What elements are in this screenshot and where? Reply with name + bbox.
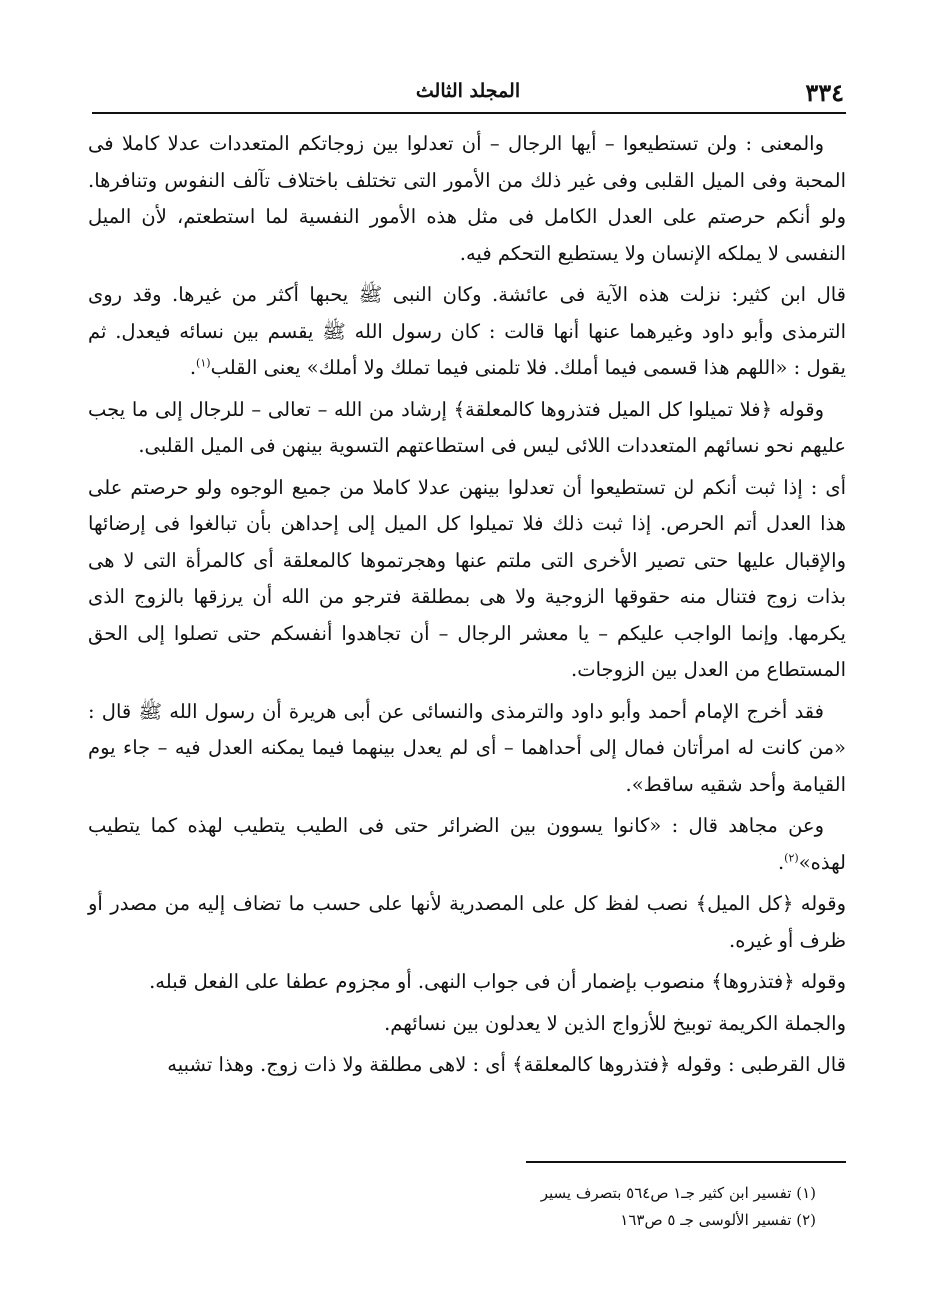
- paragraph-meaning: والمعنى : ولن تستطيعوا – أيها الرجال – أن تعدلوا بين زوجاتكم المتعددات عدلا كاملا فى المحبة وفى الميل القلبى وفى غير ذلك من الأمور التى تختلف باختلاف تآلف النفوس وتنافرها. ولو أنكم حرصتم على العدل الكامل فى مثل هذه الأمور النفسية لما استطعتم، لأن الميل النفسى لا يملكه الإنسان ولا يستطيع التحكم فيه.: [88, 132, 846, 265]
- paragraph-ibn-kathir-text: قال ابن كثير: نزلت هذه الآية فى عائشة. وكان النبى ﷺ يحبها أكثر من غيرها. وقد روى الترمذى وأبو داود وغيرهما عنها أنها قالت : كان رسول الله ﷺ يقسم بين نسائه فيعدل. ثم يقول : «اللهم هذا قسمى فيما أملك. فلا تلمنى فيما تملك ولا أملك» يعنى القلب: [88, 283, 846, 379]
- paragraph-verse-guidance: وقوله ﴿فلا تميلوا كل الميل فتذروها كالمعلقة﴾ إرشاد من الله – تعالى – للرجال إلى ما يجب عليهم نحو نسائهم المتعددات اللائى ليس فى استطاعتهم التسوية بينهن فى الميل القلبى.: [88, 397, 846, 457]
- paragraph-ibn-kathir: قال ابن كثير: نزلت هذه الآية فى عائشة. وكان النبى ﷺ يحبها أكثر من غيرها. وقد روى الترمذى وأبو داود وغيرهما عنها أنها قالت : كان رسول الله ﷺ يقسم بين نسائه فيعدل. ثم يقول : «اللهم هذا قسمى فيما أملك. فلا تلمنى فيما تملك ولا أملك» يعنى القلب$^{(١)}$.: [88, 283, 846, 379]
- paragraph-mujahid: وعن مجاهد قال : «كانوا يسوون بين الضرائر حتى فى الطيب يتطيب لهذه كما يتطيب لهذه»$^{(٢)}$.: [88, 814, 846, 874]
- paragraph-qurtubi: قال القرطبى : وقوله ﴿فتذروها كالمعلقة﴾ أى : لاهى مطلقة ولا ذات زوج. وهذا تشبيه: [167, 1053, 846, 1076]
- paragraph-rebuke: والجملة الكريمة توبيخ للأزواج الذين لا يعدلون بين نسائهم.: [384, 1011, 846, 1035]
- volume-title: المجلد الثالث: [415, 80, 521, 102]
- footnote-2: (٢) تفسير الألوسى جـ ٥ ص١٦٣: [620, 1211, 816, 1229]
- main-text: [88, 126, 846, 1089]
- paragraph-hadith: فقد أخرج الإمام أحمد وأبو داود والترمذى والنسائى عن أبى هريرة أن رسول الله ﷺ قال : «من كانت له امرأتان فمال إلى أحداهما – أى لم يعدل بينهما فيما يمكنه العدل فيه – جاء يوم القيامة وأحد شقيه ساقط».: [88, 699, 846, 796]
- page-header: [92, 72, 844, 108]
- paragraph-mujahid-text: وعن مجاهد قال : «كانوا يسوون بين الضرائر حتى فى الطيب يتطيب لهذه كما يتطيب لهذه»: [88, 814, 846, 874]
- footnotes: [300, 1180, 816, 1234]
- footnote-1: (١) تفسير ابن كثير جـ١ ص٥٦٤ بتصرف يسير: [540, 1184, 816, 1202]
- paragraph-fatadharuha: وقوله ﴿فتذروها﴾ منصوب بإضمار أن فى جواب النهى. أو مجزوم عطفا على الفعل قبله.: [149, 970, 846, 993]
- paragraph-kul-al-mayl: وقوله ﴿كل الميل﴾ نصب لفظ كل على المصدرية لأنها على حسب ما تضاف إليه من مصدر أو ظرف أو غيره.: [88, 892, 846, 952]
- page-number: ٣٣٤: [805, 78, 844, 107]
- paragraph-explanation: أى : إذا ثبت أنكم لن تستطيعوا أن تعدلوا بينهن عدلا كاملا من جميع الوجوه ولو حرصتم على هذا العدل أتم الحرص. إذا ثبت ذلك فلا تميلوا كل الميل إلى إحداهن بأن تبالغوا فى إرضائها والإقبال عليها حتى تصير الأخرى التى ملتم عنها وهجرتموها كالمعلقة أى كالمرأة التى لا هى بذات زوج فتنال منه حقوقها الزوجية ولا هى بمطلقة فترجو من الله أن يرزقها بالزوج الذى يكرمها. وإنما الواجب عليكم – يا معشر الرجال – أن تجاهدوا أنفسكم حتى تصلوا إلى الحق المستطاع من العدل بين الزوجات.: [88, 475, 846, 681]
- footnote-ref-2: (٢): [784, 851, 799, 864]
- footnote-ref-1: (١): [196, 356, 211, 370]
- footnote-divider: [526, 1161, 846, 1163]
- header-divider: [92, 112, 846, 114]
